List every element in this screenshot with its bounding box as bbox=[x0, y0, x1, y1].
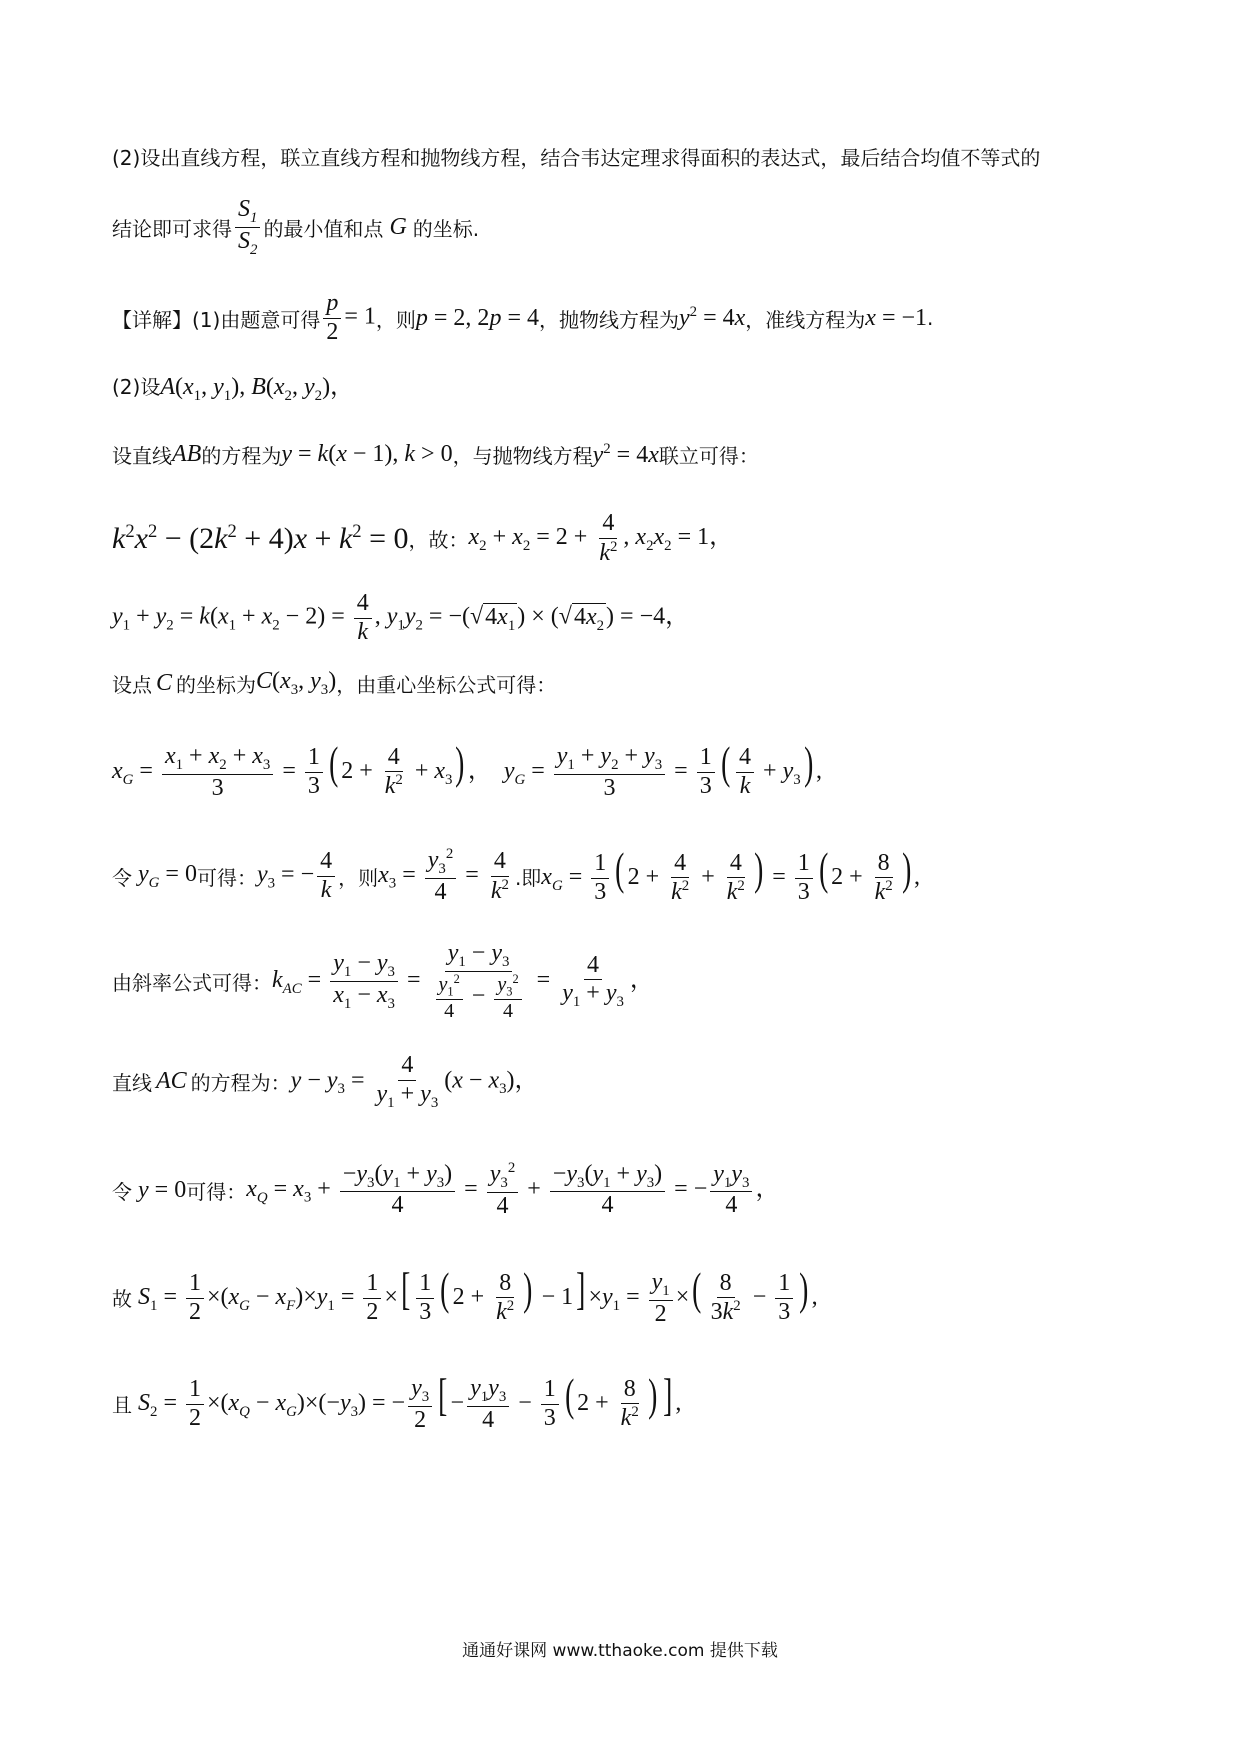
hint-text-1: (2)设出直线方程，联立直线方程和抛物线方程，结合韦达定理求得面积的表达式，最后结合均值不等式的 bbox=[112, 146, 1041, 170]
step-point-c-text-3: ，由重心坐标公式可得： bbox=[336, 672, 557, 697]
step-centroid bbox=[112, 737, 822, 802]
formula-yg-zero: $y_G = 0$ bbox=[138, 861, 197, 891]
formula-y3: $y_3$ = − $\frac{4}{k}$ bbox=[257, 848, 338, 904]
step-quadratic bbox=[112, 510, 733, 567]
formula-y-sum: $y_1 + y_2 = k(x_1 + x_2 - 2)$ = $\frac{4}{k}$ , $y_1y_2 = -(√4x_1) \times (√4x_2) = -4$， bbox=[112, 590, 690, 645]
step-line-ab-text-4: 联立可得： bbox=[658, 444, 759, 468]
step-yg-text-4: .即 bbox=[514, 866, 542, 891]
step-yg-text-2: 可得： bbox=[196, 866, 257, 891]
formula-directrix: x = −1 bbox=[865, 304, 928, 331]
point-g: G bbox=[389, 213, 407, 240]
formula-parabola-2: $y^2 = 4x$ bbox=[592, 440, 659, 468]
detail-tag: 【详解】 bbox=[112, 307, 192, 332]
detail-text-1: (1)由题意可得 bbox=[192, 307, 321, 332]
step-line-ac-text-1: 直线 bbox=[112, 1071, 152, 1096]
step-line-ac-text-2: 的方程为： bbox=[190, 1071, 291, 1096]
step-yg-zero bbox=[112, 843, 921, 907]
formula-slope: $k_{AC}$ = $\frac{y_1 - y_3}{x_1 - x_3}$ = $y_1 - y_3$ $\frac{y_1^2}{4}$ − $\frac{y_3^2}{4}$ = $\frac{4}{y_1 + y_3}$ ， bbox=[272, 940, 654, 1022]
step-set-ab bbox=[112, 366, 354, 405]
step-quad-text: ，故： bbox=[408, 528, 469, 553]
step-line-ab-text-3: ，与抛物线方程 bbox=[452, 444, 593, 468]
formula-y-zero: y = 0 bbox=[138, 1176, 187, 1203]
step-line-ab-text-1: 设直线 bbox=[112, 444, 172, 468]
step-s2 bbox=[112, 1369, 682, 1434]
label-c: C bbox=[156, 669, 173, 696]
step-point-c-text-1: 设点 bbox=[112, 672, 152, 697]
detail-text-5: . bbox=[927, 306, 934, 331]
step-slope-text: 由斜率公式可得： bbox=[112, 970, 272, 995]
formula-s2: $S_2$ = $\frac{1}{2}$ $\times(x_Q - x_G)\times(-y_3)$ = − $\frac{y_3}{2}$ [ − $\frac{y_1y_3}{4}$ − $\frac{1}{3}$ ( 2 + $\frac{8}{k^2}$ ) ] , bbox=[138, 1369, 682, 1433]
footer-text: 通通好课网 www.tthaoke.com 提供下载 bbox=[462, 1641, 778, 1661]
step-xq bbox=[112, 1160, 779, 1220]
detail-text-3: ，抛物线方程为 bbox=[538, 307, 679, 332]
hint-text-4: 的坐标. bbox=[412, 216, 480, 241]
step-yg-text-1: 令 bbox=[112, 866, 132, 891]
label-ab: AB bbox=[172, 441, 202, 467]
detail-text-4: ，准线方程为 bbox=[745, 307, 866, 332]
detail-text-2: ，则 bbox=[375, 307, 416, 332]
step-point-c bbox=[112, 668, 556, 699]
formula-quadratic: $k^2x^2 - (2k^2 + 4)x + k^2 = 0$ bbox=[112, 521, 409, 556]
detail-line bbox=[112, 290, 933, 346]
step-line-ab bbox=[112, 440, 759, 469]
formula-vieta: $x_2 + x_2 = 2$ + $\frac{4}{k^2}$ , $x_2x_2 = 1$， bbox=[468, 510, 734, 566]
step-line-ab-text-2: 的方程为 bbox=[201, 444, 282, 468]
formula-parabola: $y^2 = 4x$ bbox=[678, 304, 746, 332]
s1-over-s2-fraction: $\frac{S_1}{S_2}$ bbox=[235, 196, 260, 259]
formula-line-ab: y = k(x − 1), k > 0 bbox=[281, 441, 453, 467]
step-point-c-text-2: 的坐标为 bbox=[176, 672, 257, 697]
step-yg-text-3: ，则 bbox=[338, 866, 379, 891]
hint-line-2 bbox=[112, 196, 479, 259]
formula-point-c: $C(x_3$, $y_3$) bbox=[256, 668, 337, 698]
hint-line-1 bbox=[112, 142, 1040, 171]
formula-x3: $x_3$ = $\frac{y_3^2}{4}$ = $\frac{4}{k^2}$ bbox=[378, 846, 509, 906]
formula-xg: $x_G$ = $\frac{1}{3}$ ( 2 + $\frac{4}{k^2}$ + $\frac{4}{k^2}$ ) = $\frac{1}{3}$ ( 2 + $\frac{8}{k^2}$ ) , bbox=[541, 843, 921, 906]
step-slope bbox=[112, 940, 654, 1023]
formula-xq: $x_Q = x_3$ + $\frac{-y_3(y_1 + y_3)}{4}$ = $\frac{y_3^2}{4}$ + $\frac{-y_3(y_1 + y_3)}{4}$ = − $\frac{y_1y_3}{4}$ ， bbox=[246, 1160, 780, 1219]
step-s1-text: 故 bbox=[112, 1286, 132, 1311]
formula-s1: $S_1$ = $\frac{1}{2}$ $\times(x_G - x_F)\times y_1$ = $\frac{1}{2}$ ×[ $\frac{1}{3}$ ( 2 + $\frac{8}{k^2}$ ) − $1] \times y_1$ = $\frac{y_1}{2}$ ×( $\frac{8}{3k^2}$ − $\frac{1}{3}$ ) , bbox=[138, 1263, 818, 1327]
step-s1 bbox=[112, 1263, 818, 1328]
hint-text-3: 的最小值和点 bbox=[263, 216, 384, 241]
step-line-ac bbox=[112, 1052, 539, 1111]
formula-line-ac: $y - y_3$ = $\frac{4}{y_1 + y_3}$ $(x - x_3)$， bbox=[290, 1052, 539, 1111]
formula-centroid: $x_G$ = $\frac{x_1 + x_2 + x_3}{3}$ = $\frac{1}{3}$ ( 2 + $\frac{4}{k^2}$ + $x_3$) ， $y_G$ = $\frac{y_1 + y_2 + y_3}{3}$ = $\frac{1}{3}$ ( $\frac{4}{k}$ + $y_3$) , bbox=[112, 737, 822, 801]
formula-p-half: $\frac{p}{2}$ = 1 bbox=[320, 290, 376, 346]
step-xq-text-1: 令 bbox=[112, 1179, 132, 1204]
formula-p-values: p = 2, 2p = 4 bbox=[415, 304, 539, 331]
step-set-ab-text: (2)设 bbox=[112, 374, 161, 399]
label-ac: AC bbox=[156, 1068, 187, 1095]
formula-points-ab: $A(x_1$, $y_1$), $B(x_2$, $y_2$)， bbox=[160, 374, 355, 404]
step-s2-text: 且 bbox=[112, 1392, 132, 1417]
hint-text-2: 结论即可求得 bbox=[112, 216, 232, 241]
step-y-sum bbox=[112, 590, 689, 646]
step-xq-text-2: 可得： bbox=[186, 1179, 247, 1204]
